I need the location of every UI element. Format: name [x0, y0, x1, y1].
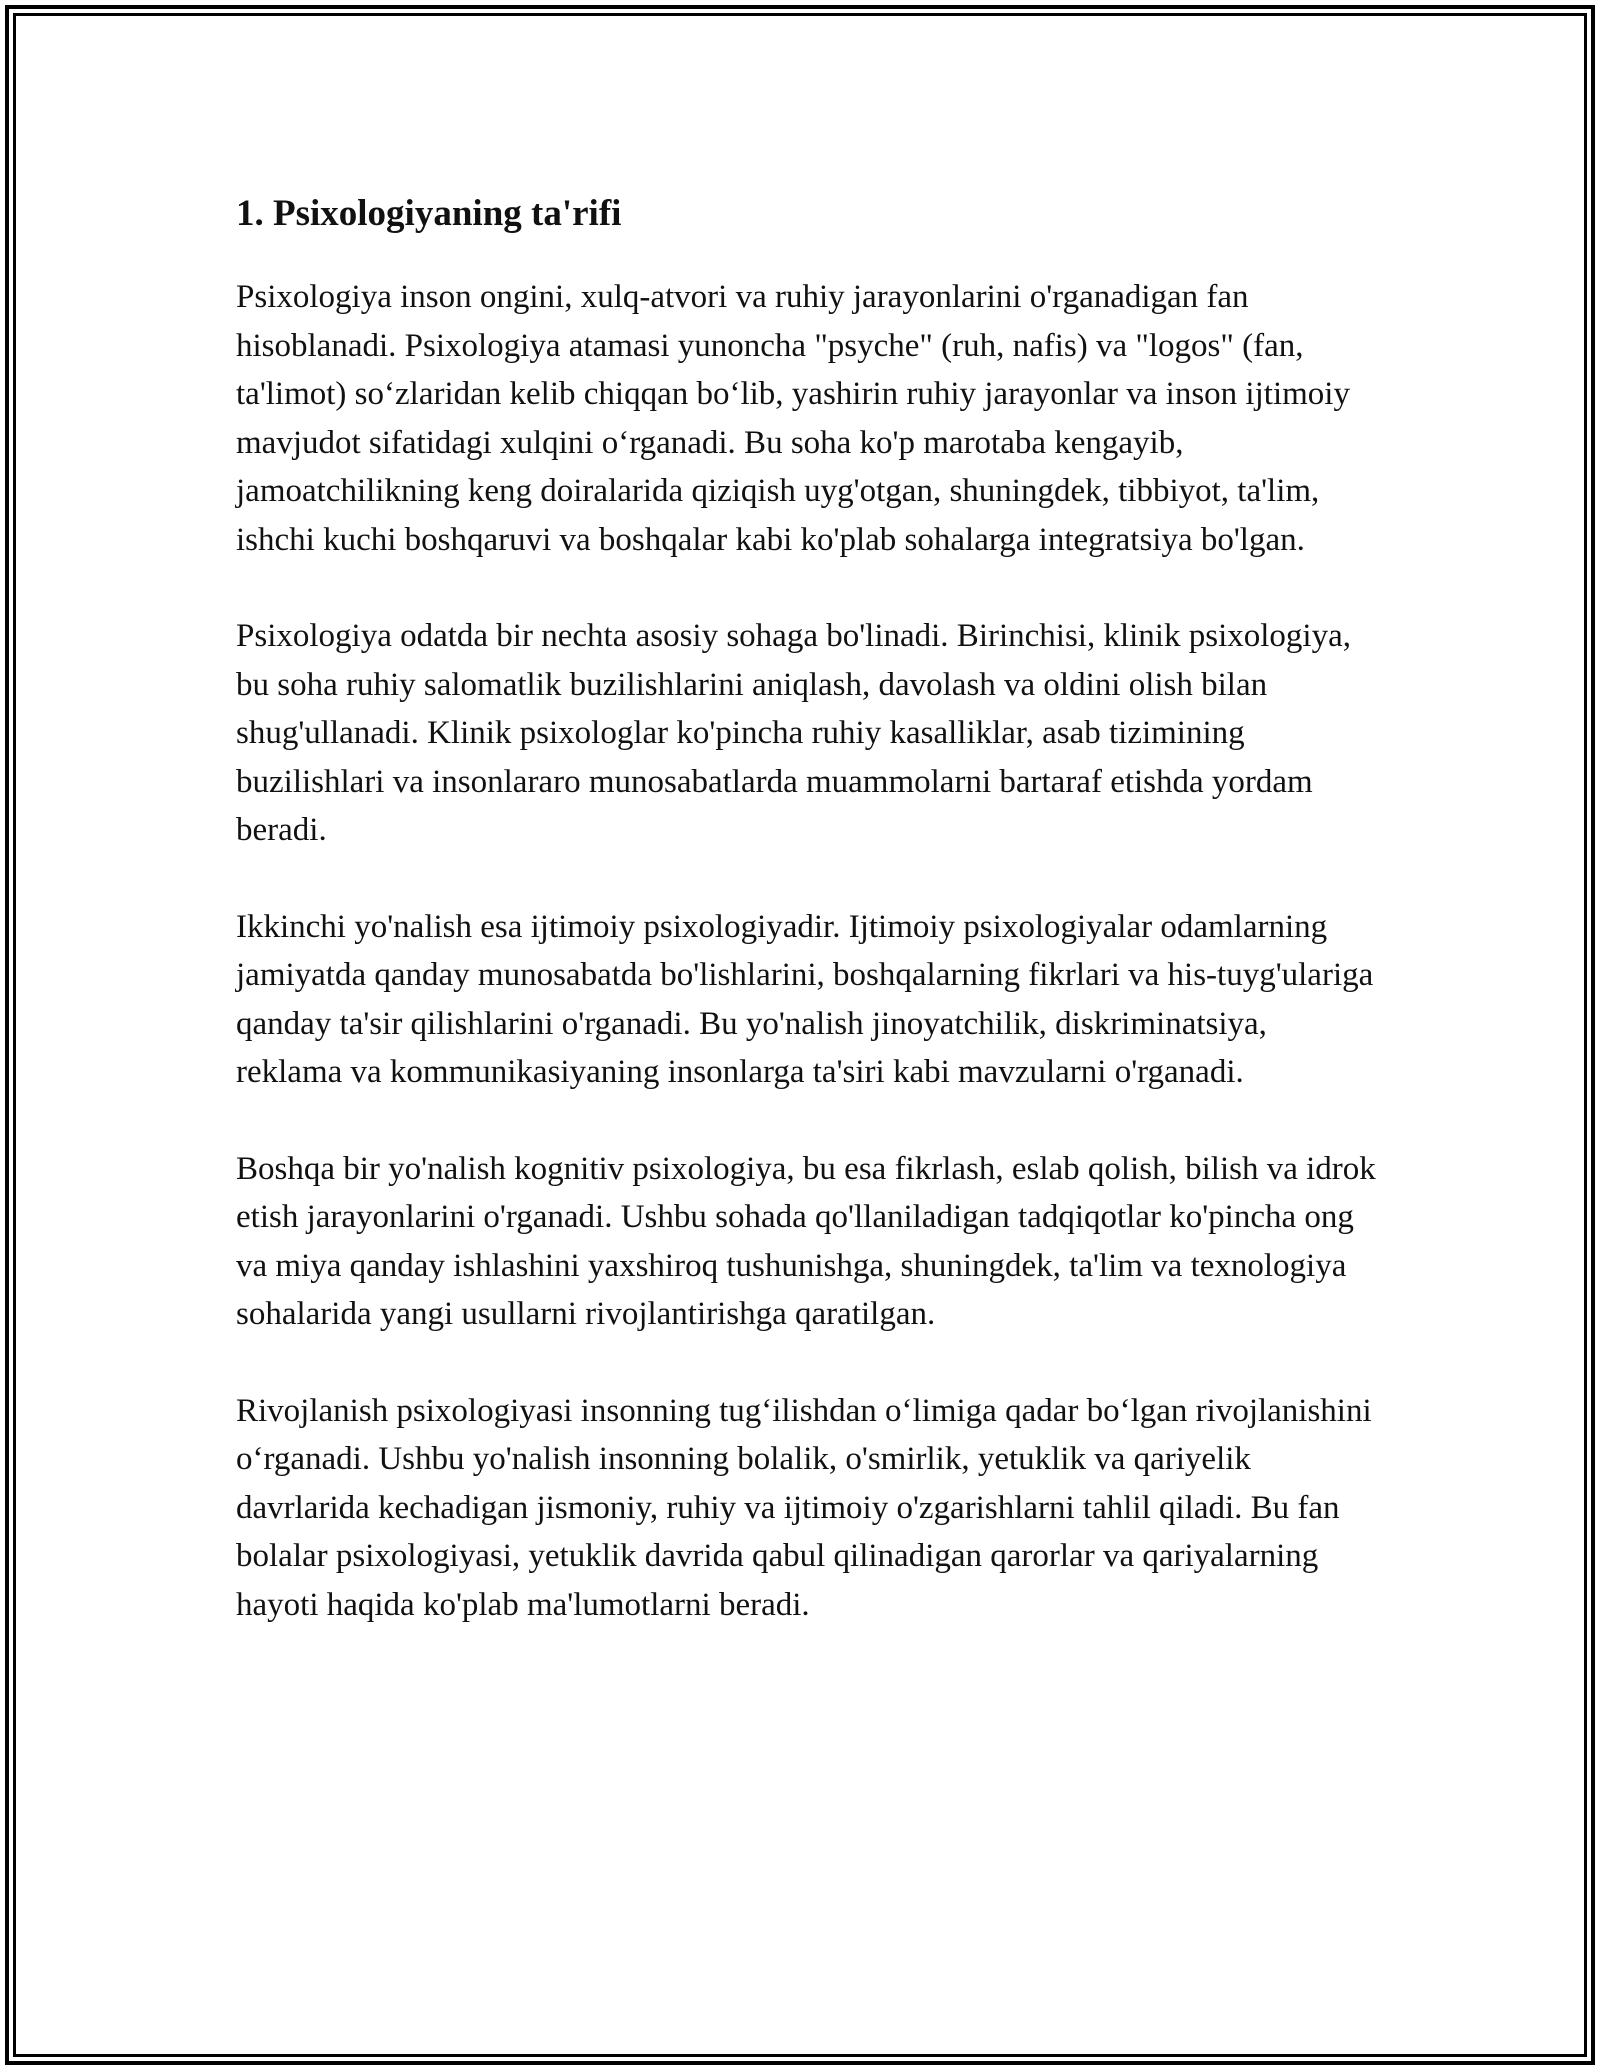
- paragraph-developmental-psychology: Rivojlanish psixologiyasi insonning tug‘ilishdan o‘limiga qadar bo‘lgan rivojlanishini o‘rganadi. Ushbu yo'nalish insonning bolalik, o'smirlik, yetuklik va qariyelik davrlarida kechadigan jismoniy, ruhiy va ijtimoiy o'zgarishlarni tahlil qiladi. Bu fan bolalar psixologiyasi, yetuklik davrida qabul qilinadigan qarorlar va qariyalarning hayoti haqida ko'plab ma'lumotlarni beradi.: [236, 1392, 1372, 1623]
- document-body: [236, 186, 1376, 1677]
- paragraph-social-psychology: Ikkinchi yo'nalish esa ijtimoiy psixologiyadir. Ijtimoiy psixologiyalar odamlarning jamiyatda qanday munosabatda bo'lishlarini, boshqalarning fikrlari va his-tuyg'ulariga qanday ta'sir qilishlarini o'rganadi. Bu yo'nalish jinoyatchilik, diskriminatsiya, reklama va kommunikasiyaning insonlarga ta'siri kabi mavzularni o'rganadi.: [236, 908, 1374, 1090]
- section-heading: 1. Psixologiyaning ta'rifi: [236, 193, 622, 234]
- paragraph-definition: Psixologiya inson ongini, xulq-atvori va ruhiy jarayonlarini o'rganadigan fan hisoblanadi. Psixologiya atamasi yunoncha "psyche" (ruh, nafis) va "logos" (fan, ta'limot) so‘zlaridan kelib chiqqan bo‘lib, yashirin ruhiy jarayonlar va inson ijtimoiy mavjudot sifatidagi xulqini o‘rganadi. Bu soha ko'p marotaba kengayib, jamoatchilikning keng doiralarida qiziqish uyg'otgan, shuningdek, tibbiyot, ta'lim, ishchi kuchi boshqaruvi va boshqalar kabi ko'plab sohalarga integratsiya bo'lgan.: [236, 279, 1350, 558]
- paragraph-cognitive-psychology: Boshqa bir yo'nalish kognitiv psixologiya, bu esa fikrlash, eslab qolish, bilish va idrok etish jarayonlarini o'rganadi. Ushbu sohada qo'llaniladigan tadqiqotlar ko'pincha ong va miya qanday ishlashini yaxshiroq tushunishga, shuningdek, ta'lim va texnologiya sohalarida yangi usullarni rivojlantirishga qaratilgan.: [236, 1150, 1376, 1332]
- paragraph-clinical-psychology: Psixologiya odatda bir nechta asosiy sohaga bo'linadi. Birinchisi, klinik psixologiya, bu soha ruhiy salomatlik buzilishlarini aniqlash, davolash va oldini olish bilan shug'ullanadi. Klinik psixologlar ko'pincha ruhiy kasalliklar, asab tizimining buzilishlari va insonlararo munosabatlarda muammolarni bartaraf etishda yordam beradi.: [236, 618, 1351, 848]
